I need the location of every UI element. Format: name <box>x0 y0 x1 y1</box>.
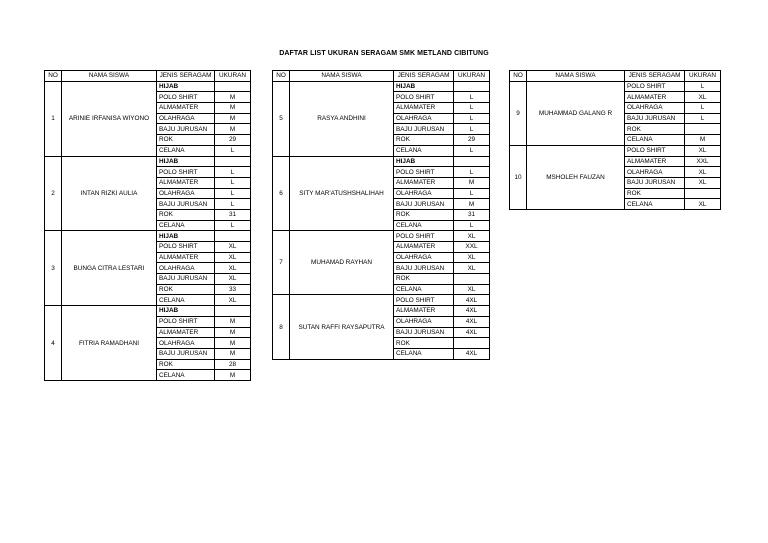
uniform-size: XL <box>685 177 721 188</box>
uniform-size: XL <box>685 199 721 210</box>
uniform-type: OLAHRAGA <box>394 316 454 327</box>
student-number: 6 <box>273 156 290 231</box>
uniform-type: POLO SHIRT <box>625 145 685 156</box>
uniform-size: L <box>215 220 251 231</box>
table-row <box>45 81 251 92</box>
uniform-size <box>454 274 490 285</box>
uniform-size: XL <box>454 252 490 263</box>
uniform-size: 29 <box>454 135 490 146</box>
uniform-size: M <box>454 199 490 210</box>
uniform-size: XL <box>454 231 490 242</box>
uniform-type: POLO SHIRT <box>394 92 454 103</box>
header-nama-siswa: NAMA SISWA <box>62 71 157 82</box>
uniform-type: CELANA <box>625 199 685 210</box>
uniform-type: OLAHRAGA <box>157 188 215 199</box>
student-number: 1 <box>45 81 62 156</box>
uniform-size <box>215 231 251 242</box>
uniform-type: ALMAMATER <box>625 156 685 167</box>
uniform-size: M <box>215 92 251 103</box>
header-jenis-seragam: JENIS SERAGAM <box>625 71 685 82</box>
uniform-type: ROK <box>157 135 215 146</box>
uniform-type: ALMAMATER <box>157 177 215 188</box>
uniform-size: 4XL <box>454 316 490 327</box>
uniform-type: OLAHRAGA <box>157 338 215 349</box>
table-row <box>45 306 251 317</box>
student-number: 9 <box>510 81 527 145</box>
header-no: NO <box>45 71 62 82</box>
uniform-type: BAJU JURUSAN <box>394 124 454 135</box>
header-no: NO <box>510 71 527 82</box>
uniform-type: POLO SHIRT <box>157 242 215 253</box>
document-title: DAFTAR LIST UKURAN SERAGAM SMK METLAND CIBITUNG <box>279 50 489 57</box>
uniform-size: XXL <box>454 242 490 253</box>
uniform-size: L <box>454 220 490 231</box>
uniform-type: ROK <box>394 209 454 220</box>
uniform-type: POLO SHIRT <box>157 167 215 178</box>
uniform-size: L <box>454 188 490 199</box>
uniform-type: BAJU JURUSAN <box>157 348 215 359</box>
uniform-size: XL <box>215 263 251 274</box>
student-number: 2 <box>45 156 62 231</box>
uniform-type: ROK <box>394 338 454 349</box>
uniform-size <box>454 81 490 92</box>
uniform-type: OLAHRAGA <box>625 103 685 114</box>
uniform-type: BAJU JURUSAN <box>157 199 215 210</box>
uniform-size: L <box>454 167 490 178</box>
student-name: FITRIA RAMADHANI <box>62 306 157 381</box>
uniform-size: 28 <box>215 359 251 370</box>
uniform-size <box>215 306 251 317</box>
uniform-type: BAJU JURUSAN <box>625 113 685 124</box>
uniform-table-2 <box>272 70 490 360</box>
uniform-size: M <box>685 135 721 146</box>
uniform-type: POLO SHIRT <box>157 92 215 103</box>
student-name: SUTAN RAFFI RAYSAPUTRA <box>290 295 394 359</box>
table-row <box>510 81 721 92</box>
header-jenis-seragam: JENIS SERAGAM <box>394 71 454 82</box>
uniform-size: M <box>454 177 490 188</box>
uniform-size: L <box>454 124 490 135</box>
uniform-type: OLAHRAGA <box>394 252 454 263</box>
uniform-size: L <box>215 167 251 178</box>
uniform-type: ALMAMATER <box>625 92 685 103</box>
uniform-type: ALMAMATER <box>394 242 454 253</box>
student-name: MUHAMAD RAYHAN <box>290 231 394 295</box>
uniform-size: L <box>215 145 251 156</box>
student-name: MUHAMMAD GALANG R <box>527 81 625 145</box>
uniform-type: POLO SHIRT <box>394 231 454 242</box>
uniform-type: ROK <box>394 135 454 146</box>
uniform-size: 31 <box>215 209 251 220</box>
uniform-type: ALMAMATER <box>157 252 215 263</box>
uniform-size: L <box>685 81 721 92</box>
uniform-size <box>454 338 490 349</box>
uniform-type: POLO SHIRT <box>394 167 454 178</box>
uniform-size: M <box>215 103 251 114</box>
uniform-type: CELANA <box>157 370 215 381</box>
uniform-type: HIJAB <box>157 306 215 317</box>
header-jenis-seragam: JENIS SERAGAM <box>157 71 215 82</box>
uniform-type: POLO SHIRT <box>157 316 215 327</box>
uniform-type: OLAHRAGA <box>157 263 215 274</box>
student-name: ARINIE IRFANISA WIYONO <box>62 81 157 156</box>
uniform-type: BAJU JURUSAN <box>157 124 215 135</box>
uniform-size: M <box>215 348 251 359</box>
student-number: 10 <box>510 145 527 209</box>
uniform-type: OLAHRAGA <box>394 113 454 124</box>
student-number: 8 <box>273 295 290 359</box>
uniform-type: ROK <box>157 209 215 220</box>
table-row <box>273 156 490 167</box>
uniform-type: CELANA <box>157 145 215 156</box>
uniform-size: 4XL <box>454 295 490 306</box>
uniform-size <box>685 124 721 135</box>
uniform-size: 4XL <box>454 348 490 359</box>
uniform-size <box>454 156 490 167</box>
uniform-type: OLAHRAGA <box>625 167 685 178</box>
uniform-size <box>685 188 721 199</box>
uniform-type: POLO SHIRT <box>394 295 454 306</box>
uniform-type: OLAHRAGA <box>394 188 454 199</box>
uniform-type: HIJAB <box>157 156 215 167</box>
uniform-size: M <box>215 338 251 349</box>
uniform-type: ROK <box>625 124 685 135</box>
student-name: SITY MAR'ATUSHSHALIHAH <box>290 156 394 231</box>
header-nama-siswa: NAMA SISWA <box>290 71 394 82</box>
uniform-type: BAJU JURUSAN <box>625 177 685 188</box>
header-ukuran: UKURAN <box>685 71 721 82</box>
uniform-size: 4XL <box>454 306 490 317</box>
uniform-size: 33 <box>215 284 251 295</box>
uniform-type: ROK <box>157 359 215 370</box>
uniform-type: ALMAMATER <box>394 306 454 317</box>
uniform-size: XL <box>454 263 490 274</box>
student-number: 4 <box>45 306 62 381</box>
header-no: NO <box>273 71 290 82</box>
uniform-size: M <box>215 316 251 327</box>
uniform-table-1 <box>44 70 251 381</box>
uniform-size: XL <box>215 252 251 263</box>
header-ukuran: UKURAN <box>215 71 251 82</box>
uniform-type: CELANA <box>394 145 454 156</box>
student-name: MSHOLEH FAUZAN <box>527 145 625 209</box>
uniform-size: XL <box>454 284 490 295</box>
uniform-size: XL <box>215 274 251 285</box>
uniform-type: HIJAB <box>394 81 454 92</box>
uniform-size: 4XL <box>454 327 490 338</box>
uniform-type: HIJAB <box>394 156 454 167</box>
uniform-type: BAJU JURUSAN <box>394 327 454 338</box>
uniform-size: M <box>215 113 251 124</box>
uniform-size: L <box>454 113 490 124</box>
uniform-size: L <box>454 103 490 114</box>
uniform-size: M <box>215 124 251 135</box>
uniform-type: ROK <box>394 274 454 285</box>
student-name: RASYA ANDHINI <box>290 81 394 156</box>
uniform-type: ALMAMATER <box>394 103 454 114</box>
table-row <box>510 145 721 156</box>
uniform-type: POLO SHIRT <box>625 81 685 92</box>
uniform-size: 29 <box>215 135 251 146</box>
table-row <box>45 231 251 242</box>
uniform-size: XL <box>685 145 721 156</box>
uniform-size: L <box>454 145 490 156</box>
uniform-size <box>215 156 251 167</box>
uniform-type: ALMAMATER <box>157 327 215 338</box>
uniform-type: BAJU JURUSAN <box>157 274 215 285</box>
uniform-size: L <box>685 103 721 114</box>
uniform-size: M <box>215 327 251 338</box>
uniform-type: HIJAB <box>157 81 215 92</box>
uniform-size: XL <box>215 295 251 306</box>
uniform-type: CELANA <box>157 220 215 231</box>
uniform-type: OLAHRAGA <box>157 113 215 124</box>
table-row <box>273 231 490 242</box>
uniform-size: L <box>215 177 251 188</box>
uniform-size: L <box>215 199 251 210</box>
student-number: 7 <box>273 231 290 295</box>
student-name: INTAN RIZKI AULIA <box>62 156 157 231</box>
uniform-type: BAJU JURUSAN <box>394 199 454 210</box>
uniform-type: BAJU JURUSAN <box>394 263 454 274</box>
uniform-size: XL <box>215 242 251 253</box>
header-nama-siswa: NAMA SISWA <box>527 71 625 82</box>
uniform-size: XXL <box>685 156 721 167</box>
uniform-type: CELANA <box>394 348 454 359</box>
uniform-type: ALMAMATER <box>157 103 215 114</box>
uniform-size: L <box>685 113 721 124</box>
uniform-table-3 <box>509 70 721 210</box>
table-row <box>273 81 490 92</box>
uniform-size: 31 <box>454 209 490 220</box>
uniform-size: M <box>215 370 251 381</box>
uniform-size: L <box>215 188 251 199</box>
uniform-size: L <box>454 92 490 103</box>
uniform-type: CELANA <box>394 284 454 295</box>
uniform-size <box>215 81 251 92</box>
uniform-size: XL <box>685 167 721 178</box>
uniform-type: ALMAMATER <box>394 177 454 188</box>
uniform-type: CELANA <box>625 135 685 146</box>
student-name: BUNGA CITRA LESTARI <box>62 231 157 306</box>
uniform-size: XL <box>685 92 721 103</box>
table-row <box>45 156 251 167</box>
uniform-type: ROK <box>157 284 215 295</box>
uniform-type: ROK <box>625 188 685 199</box>
student-number: 5 <box>273 81 290 156</box>
uniform-type: HIJAB <box>157 231 215 242</box>
student-number: 3 <box>45 231 62 306</box>
table-row <box>273 295 490 306</box>
header-ukuran: UKURAN <box>454 71 490 82</box>
uniform-type: CELANA <box>157 295 215 306</box>
uniform-type: CELANA <box>394 220 454 231</box>
